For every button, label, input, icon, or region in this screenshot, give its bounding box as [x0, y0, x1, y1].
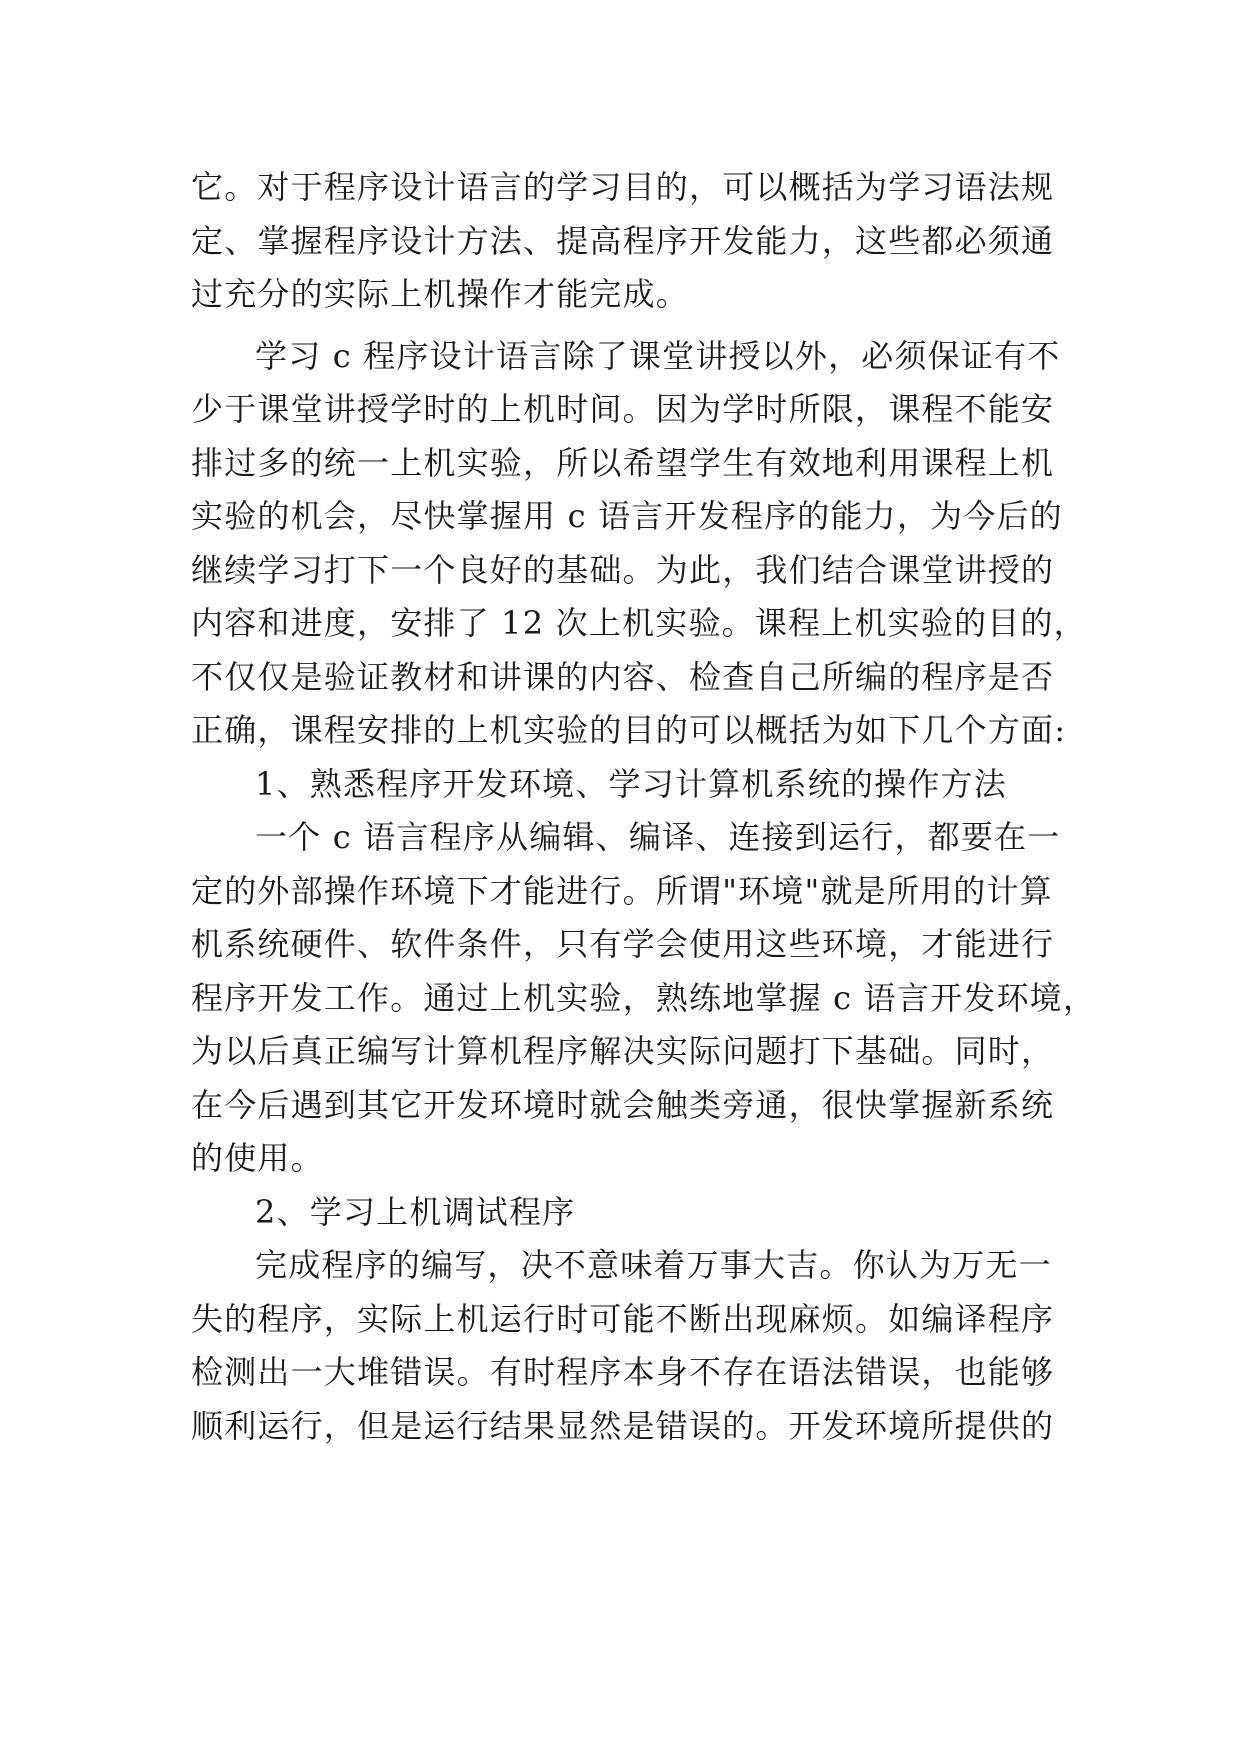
text-line: 正确，课程安排的上机实验的目的可以概括为如下几个方面:	[191, 711, 1067, 749]
text-line: 过充分的实际上机操作才能完成。	[191, 275, 690, 313]
text-line: 的使用。	[191, 1139, 324, 1177]
text-line: 排过多的统一上机实验，所以希望学生有效地利用课程上机	[191, 443, 1055, 482]
text-line: 为以后真正编写计算机程序解决实际问题打下基础。同时，	[191, 1032, 1055, 1070]
text-line: 顺利运行，但是运行结果显然是错误的。开发环境所提供的	[191, 1406, 1055, 1445]
body-text	[191, 161, 1097, 1453]
paragraph-start-line: 一个 c 语言程序从编辑、编译、连接到运行，都要在一	[255, 818, 1061, 856]
text-line: 定、掌握程序设计方法、提高程序开发能力，这些都必须通	[191, 221, 1055, 260]
text-line: 不仅仅是验证教材和讲课的内容、检查自己所编的程序是否	[191, 657, 1055, 696]
text-line: 程序开发工作。通过上机实验，熟练地掌握 c 语言开发环境，	[191, 978, 1097, 1017]
paragraph-start-line: 学习 c 程序设计语言除了课堂讲授以外，必须保证有不	[255, 336, 1061, 375]
text-line: 失的程序，实际上机运行时可能不断出现麻烦。如编译程序	[191, 1299, 1055, 1338]
section-heading-1: 1、熟悉程序开发环境、学习计算机系统的操作方法	[255, 764, 1007, 803]
text-line: 继续学习打下一个良好的基础。为此，我们结合课堂讲授的	[191, 550, 1055, 589]
section-heading-2: 2、学习上机调试程序	[255, 1192, 576, 1231]
paragraph-start-line: 完成程序的编写，决不意味着万事大吉。你认为万无一	[255, 1246, 1052, 1284]
text-line: 它。对于程序设计语言的学习目的，可以概括为学习语法规	[191, 168, 1055, 206]
text-line: 在今后遇到其它开发环境时就会触类旁通，很快掌握新系统	[191, 1085, 1055, 1124]
text-line: 检测出一大堆错误。有时程序本身不存在语法错误，也能够	[191, 1353, 1055, 1391]
text-line: 内容和进度，安排了 12 次上机实验。课程上机实验的目的，	[191, 604, 1087, 642]
text-line: 机系统硬件、软件条件，只有学会使用这些环境，才能进行	[191, 925, 1055, 963]
text-line: 定的外部操作环境下才能进行。所谓"环境"就是所用的计算	[191, 871, 1053, 910]
text-line: 少于课堂讲授学时的上机时间。因为学时所限，课程不能安	[191, 390, 1055, 428]
text-line: 实验的机会，尽快掌握用 c 语言开发程序的能力，为今后的	[191, 497, 1063, 535]
